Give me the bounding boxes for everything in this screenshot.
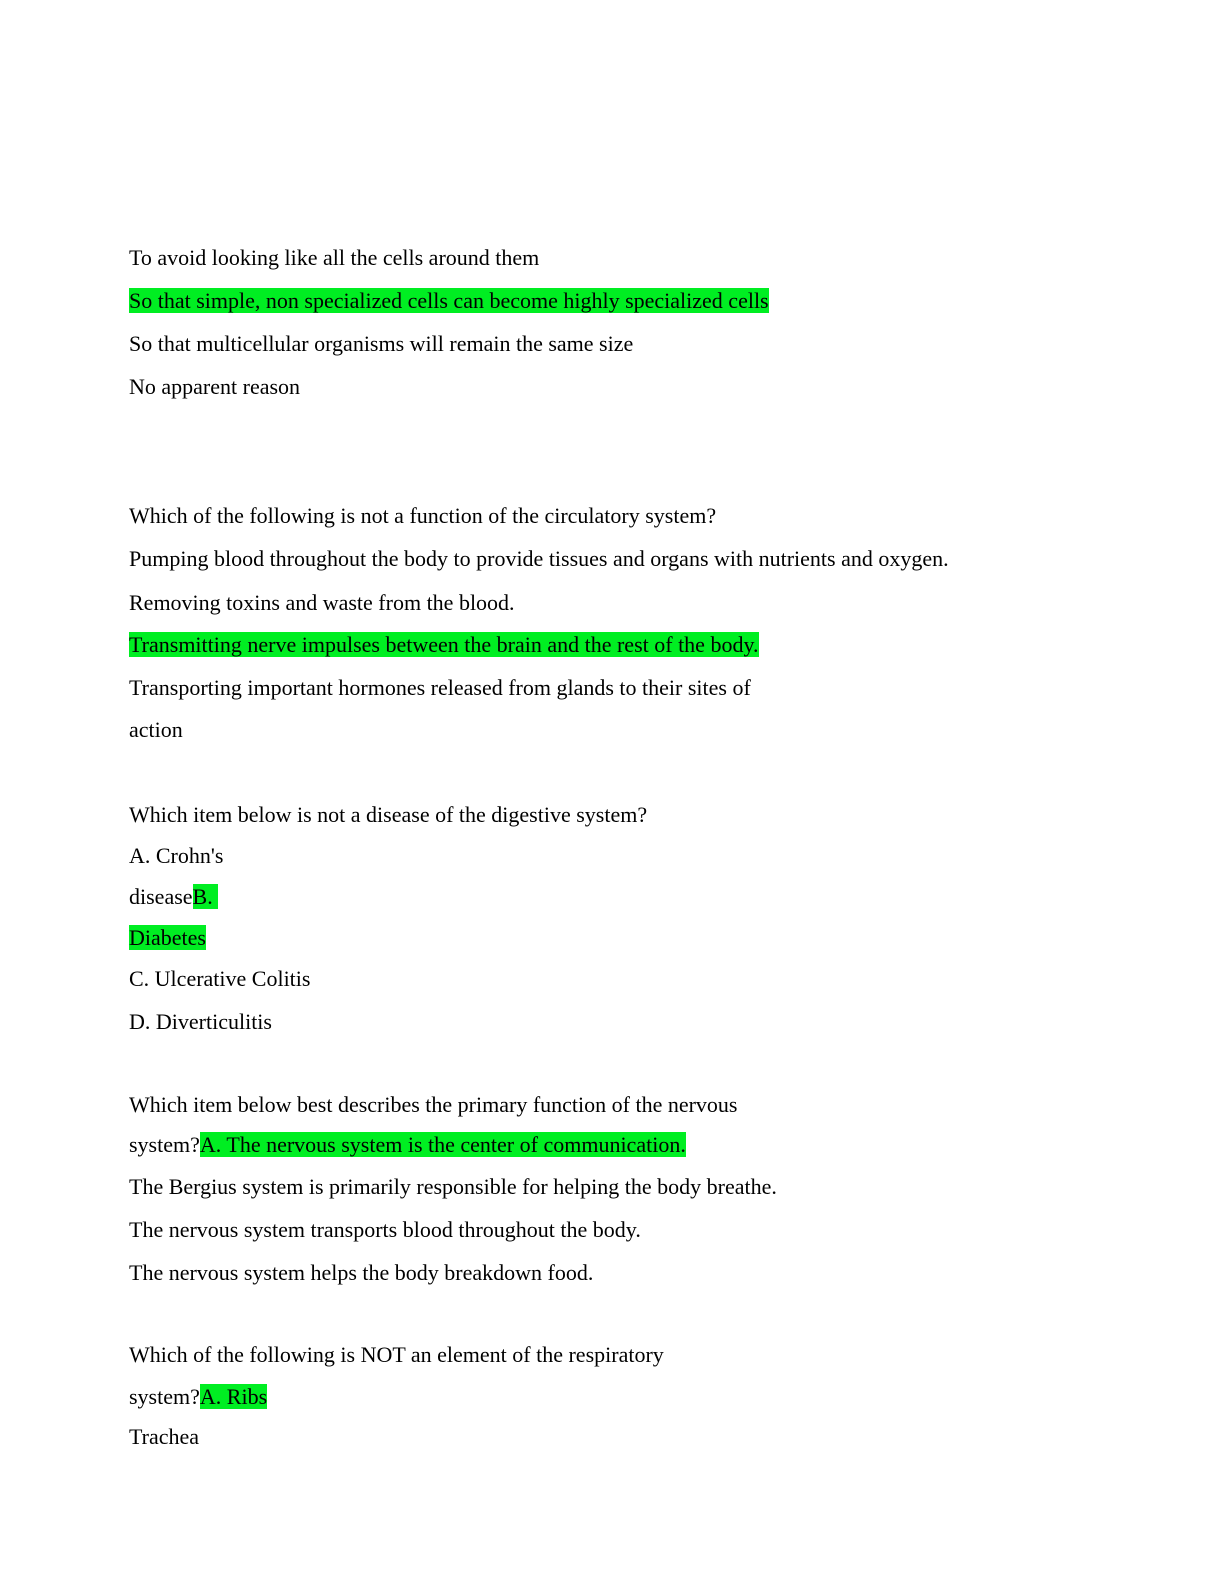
q3-question: Which item below is not a disease of the digestive system? bbox=[129, 802, 648, 827]
q4-option-d: The nervous system helps the body breakdown food. bbox=[129, 1260, 594, 1285]
q3-option-a-line2: disease bbox=[129, 884, 193, 909]
q1-option-b-answer bbox=[129, 287, 769, 315]
q1-option-d: No apparent reason bbox=[129, 374, 301, 399]
answer-highlight: So that simple, non specialized cells can become highly specialized cells bbox=[129, 288, 769, 313]
answer-highlight: A. Ribs bbox=[199, 1384, 268, 1409]
answer-highlight: Transmitting nerve impulses between the brain and the rest of the body. bbox=[129, 632, 759, 657]
q4-question-line1: Which item below best describes the primary function of the nervous bbox=[129, 1092, 738, 1117]
q2-option-d-line1: Transporting important hormones released from glands to their sites of bbox=[129, 675, 751, 700]
q3-option-c: C. Ulcerative Colitis bbox=[129, 966, 311, 991]
answer-highlight: A. The nervous system is the center of communication. bbox=[199, 1132, 686, 1157]
q4-question-line2-text: system? bbox=[129, 1132, 200, 1157]
q1-option-a: To avoid looking like all the cells around them bbox=[129, 245, 540, 270]
q5-question-line2 bbox=[129, 1383, 267, 1411]
q5-question-line2-text: system? bbox=[129, 1384, 200, 1409]
q2-option-c-answer bbox=[129, 631, 759, 659]
q2-question: Which of the following is not a function of the circulatory system? bbox=[129, 503, 717, 528]
q4-question-line2 bbox=[129, 1131, 686, 1159]
q5-question-line1: Which of the following is NOT an element of the respiratory bbox=[129, 1342, 664, 1367]
q1-option-c: So that multicellular organisms will remain the same size bbox=[129, 331, 634, 356]
q3-option-a-line1: A. Crohn's bbox=[129, 843, 224, 868]
q2-option-b: Removing toxins and waste from the blood. bbox=[129, 590, 515, 615]
q3-option-b-answer bbox=[129, 924, 206, 952]
q2-option-d-line2: action bbox=[129, 717, 183, 742]
q5-option-b: Trachea bbox=[129, 1424, 200, 1449]
q4-option-c: The nervous system transports blood throughout the body. bbox=[129, 1217, 641, 1242]
answer-highlight: B. bbox=[192, 884, 213, 909]
q3-option-a-b-line bbox=[129, 883, 218, 911]
answer-highlight: Diabetes bbox=[129, 925, 206, 950]
q4-option-b: The Bergius system is primarily responsible for helping the body breathe. bbox=[129, 1174, 777, 1199]
q3-option-d: D. Diverticulitis bbox=[129, 1009, 272, 1034]
q2-option-a: Pumping blood throughout the body to provide tissues and organs with nutrients and oxygen. bbox=[129, 546, 949, 571]
